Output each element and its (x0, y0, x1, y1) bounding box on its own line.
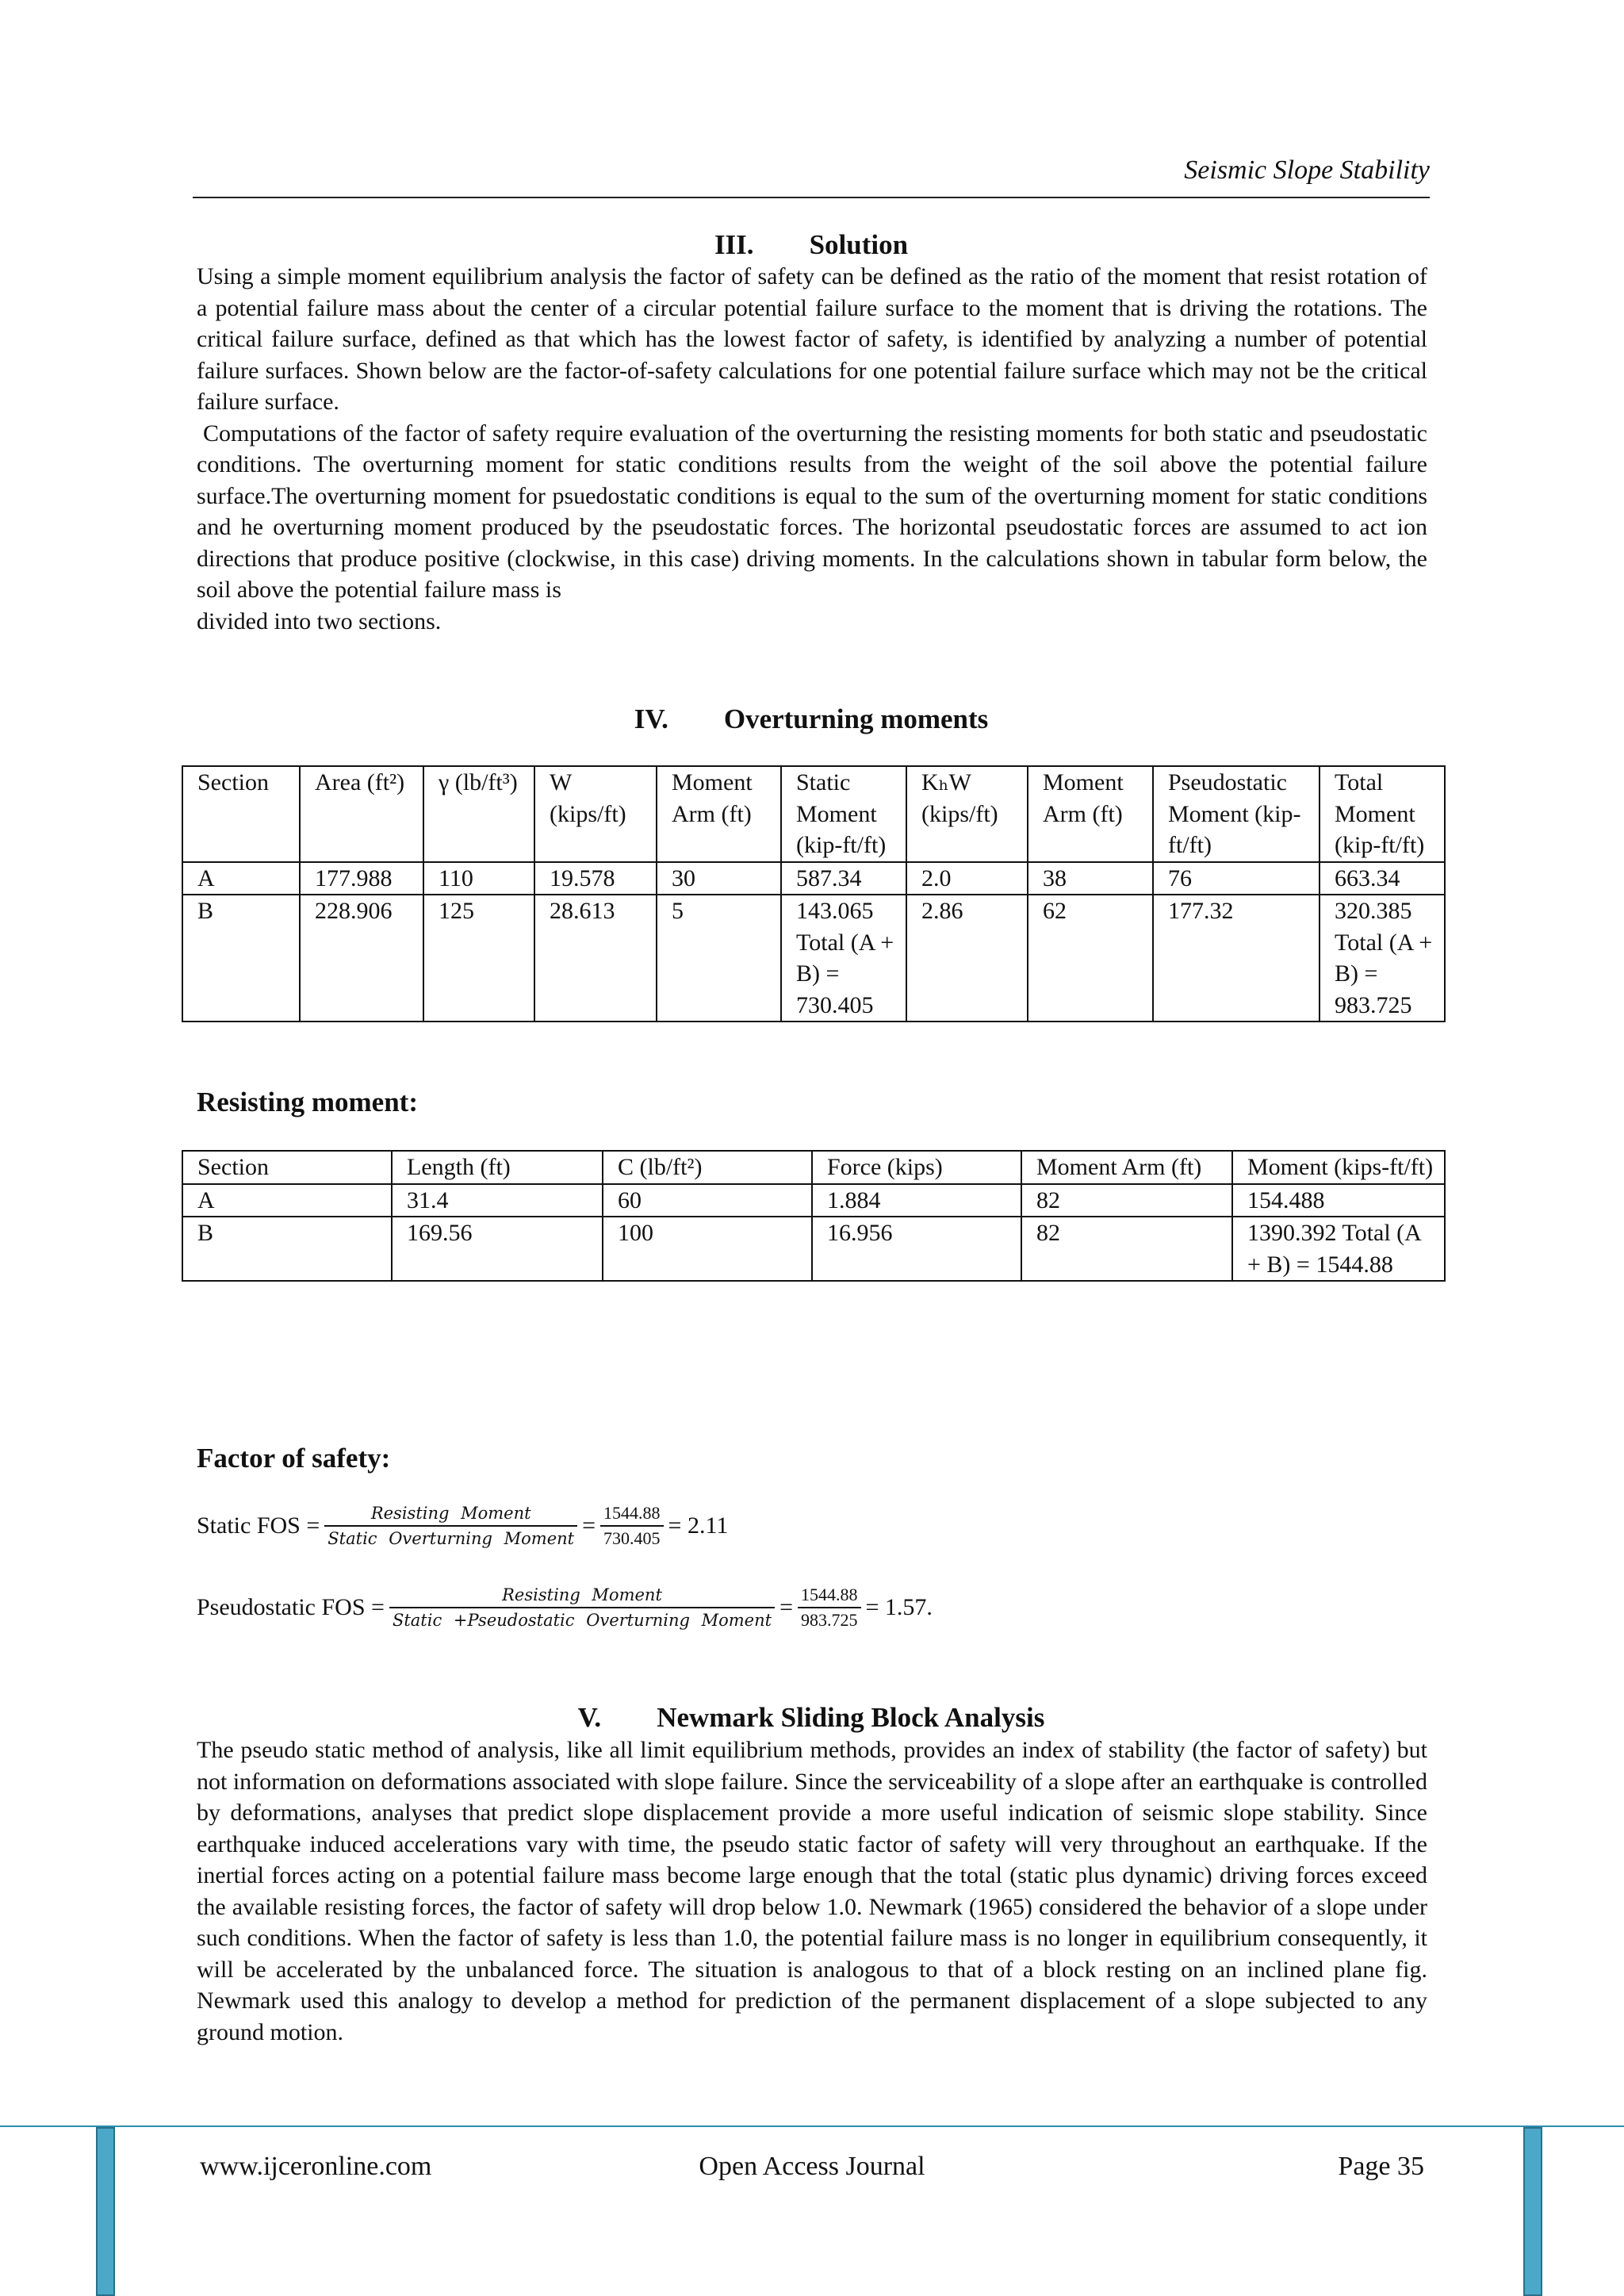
factor-of-safety-heading: Factor of safety: (197, 1443, 391, 1474)
pseudostatic-fos-symbolic-fraction (389, 1583, 775, 1632)
equals-sign: = (582, 1512, 596, 1539)
column-header: Area (ft²) (300, 766, 423, 862)
static-fos-numeric-fraction (600, 1501, 664, 1550)
table-cell: 19.578 (534, 862, 657, 895)
table-cell: 110 (423, 862, 534, 895)
fraction-denominator: 983.725 (798, 1607, 861, 1632)
table-cell: 320.385 Total (A + B) = 983.725 (1320, 895, 1445, 1022)
table-cell: B (182, 895, 300, 1022)
table-cell: 587.34 (781, 862, 906, 895)
table-cell: 169.56 (392, 1217, 603, 1281)
table-cell: 2.86 (906, 895, 1028, 1022)
table-cell: 38 (1028, 862, 1153, 895)
column-header: Moment Arm (ft) (1021, 1151, 1232, 1184)
table-row (182, 862, 1445, 895)
pseudostatic-fos-result: = 1.57. (865, 1594, 933, 1620)
static-fos-symbolic-fraction (324, 1501, 577, 1550)
table-row (182, 1217, 1445, 1281)
table-cell: 1390.392 Total (A + B) = 1544.88 (1232, 1217, 1445, 1281)
column-header: Moment Arm (ft) (657, 766, 781, 862)
header-divider (193, 197, 1430, 198)
table-cell: 82 (1021, 1184, 1232, 1217)
table-cell: 5 (657, 895, 781, 1022)
fraction-denominator: Static Overturning Moment (324, 1525, 577, 1550)
column-header: Length (ft) (392, 1151, 603, 1184)
table-cell: 28.613 (534, 895, 657, 1022)
column-header: W (kips/ft) (534, 766, 657, 862)
footer-right-accent-bar (1523, 2127, 1542, 2296)
table-cell: 76 (1153, 862, 1320, 895)
section-3-body (197, 261, 1427, 637)
table-row (182, 895, 1445, 1022)
table-cell: B (182, 1217, 392, 1281)
table-cell: 62 (1028, 895, 1153, 1022)
section-3-number: III. (714, 229, 754, 260)
static-fos-equation (197, 1501, 728, 1550)
section-4-heading (193, 702, 1430, 737)
section-4-title: Overturning moments (723, 703, 989, 734)
column-header: Moment Arm (ft) (1028, 766, 1153, 862)
pseudostatic-fos-label: Pseudostatic FOS = (197, 1594, 385, 1620)
section-5-heading (193, 1700, 1430, 1735)
column-header: Section (182, 766, 300, 862)
table-row (182, 1184, 1445, 1217)
section-3-paragraph-1: Using a simple moment equilibrium analysis the factor of safety can be defined as the ratio of the moment that resist rotation of a potential failure mass about the center of a circular potential failure surface to the moment that is driving the rotations. The critical failure surface, defined as that which has the lowest factor of safety, is identified by analyzing a number of potential failure surfaces. Shown below are the factor-of-safety calculations for one potential failure surface which may not be the critical failure surface. (197, 263, 1427, 415)
column-header: γ (lb/ft³) (423, 766, 534, 862)
table-cell: A (182, 1184, 392, 1217)
table-cell: 143.065 Total (A + B) = 730.405 (781, 895, 906, 1022)
table-cell: 177.32 (1153, 895, 1320, 1022)
fraction-numerator: Resisting Moment (502, 1585, 662, 1604)
table-cell: 2.0 (906, 862, 1028, 895)
table-header-row (182, 766, 1445, 862)
section-5-paragraph: The pseudo static method of analysis, like all limit equilibrium methods, provides an index of stability (the factor of safety) but not information on deformations associated with slope failure. Since the serviceability of a slope after an earthquake is controlled by deformations, analyses that predict slope displacement provide a more useful indication of seismic slope stability. Since earthquake induced accelerations vary with time, the pseudo static factor of safety will very throughout an earthquake. If the inertial forces acting on a potential failure mass become large enough that the total (static plus dynamic) driving forces exceed the available resisting forces, the factor of safety will drop below 1.0. Newmark (1965) considered the behavior of a slope under such conditions. When the factor of safety is less than 1.0, the potential failure mass is no longer in equilibrium consequently, it will be accelerated by the unbalanced force. The situation is analogous to that of a block resting on an inclined plane fig. Newmark used this analogy to develop a method for prediction of the permanent displacement of a slope subjected to any ground motion. (197, 1737, 1428, 2045)
running-head: Seismic Slope Stability (1184, 155, 1430, 185)
table-cell: 31.4 (392, 1184, 603, 1217)
table-cell: A (182, 862, 300, 895)
section-5-title: Newmark Sliding Block Analysis (657, 1702, 1045, 1733)
pseudostatic-fos-numeric-fraction (798, 1583, 861, 1632)
footer-journal-label: Open Access Journal (699, 2152, 925, 2181)
column-header: Static Moment (kip-ft/ft) (781, 766, 906, 862)
column-header: Force (kips) (812, 1151, 1021, 1184)
section-4-number: IV. (634, 703, 668, 734)
column-header: C (lb/ft²) (603, 1151, 812, 1184)
overturning-moments-table (182, 765, 1446, 1022)
section-3-heading (193, 228, 1430, 263)
section-3-paragraph-2: Computations of the factor of safety require evaluation of the overturning the resisting moments for both static and pseudostatic conditions. The overturning moment for static conditions results from the weight of the soil above the potential failure surface.The overturning moment for psuedostatic conditions is equal to the sum of the overturning moment for static conditions and he overturning moment produced by the pseudostatic forces. The horizontal pseudostatic forces are assumed to act ion directions that produce positive (clockwise, in this case) driving moments. In the calculations shown in tabular form below, the soil above the potential failure mass is (197, 420, 1427, 603)
column-header: Total Moment (kip-ft/ft) (1320, 766, 1445, 862)
column-header: Pseudostatic Moment (kip-ft/ft) (1153, 766, 1320, 862)
resisting-moment-heading: Resisting moment: (197, 1087, 418, 1117)
section-3-paragraph-3: divided into two sections. (197, 608, 442, 634)
footer-website-link[interactable]: www.ijceronline.com (200, 2152, 432, 2181)
section-5-number: V. (577, 1702, 602, 1733)
equals-sign: = (779, 1594, 793, 1620)
table-cell: 663.34 (1320, 862, 1445, 895)
column-header: KₕW (kips/ft) (906, 766, 1028, 862)
static-fos-result: = 2.11 (668, 1512, 729, 1539)
table-cell: 30 (657, 862, 781, 895)
column-header: Section (182, 1151, 392, 1184)
pseudostatic-fos-equation (197, 1583, 933, 1632)
table-cell: 16.956 (812, 1217, 1021, 1281)
table-cell: 100 (603, 1217, 812, 1281)
section-5-body (197, 1734, 1427, 2048)
table-cell: 1.884 (812, 1184, 1021, 1217)
fraction-numerator: 1544.88 (603, 1503, 661, 1523)
table-cell: 82 (1021, 1217, 1232, 1281)
table-cell: 154.488 (1232, 1184, 1445, 1217)
column-header: Moment (kips-ft/ft) (1232, 1151, 1445, 1184)
fraction-numerator: Resisting Moment (370, 1504, 531, 1523)
fraction-denominator: 730.405 (600, 1525, 664, 1550)
static-fos-label: Static FOS = (197, 1512, 320, 1539)
footer-left-accent-bar (96, 2127, 115, 2296)
table-cell: 125 (423, 895, 534, 1022)
fraction-denominator: Static +Pseudostatic Overturning Moment (389, 1607, 775, 1632)
footer-page-number: Page 35 (1338, 2152, 1424, 2181)
footer-divider (0, 2125, 1624, 2127)
table-cell: 228.906 (300, 895, 423, 1022)
resisting-moment-table (182, 1150, 1446, 1282)
table-header-row (182, 1151, 1445, 1184)
fraction-numerator: 1544.88 (801, 1585, 858, 1604)
table-cell: 177.988 (300, 862, 423, 895)
section-3-title: Solution (809, 229, 909, 260)
table-cell: 60 (603, 1184, 812, 1217)
